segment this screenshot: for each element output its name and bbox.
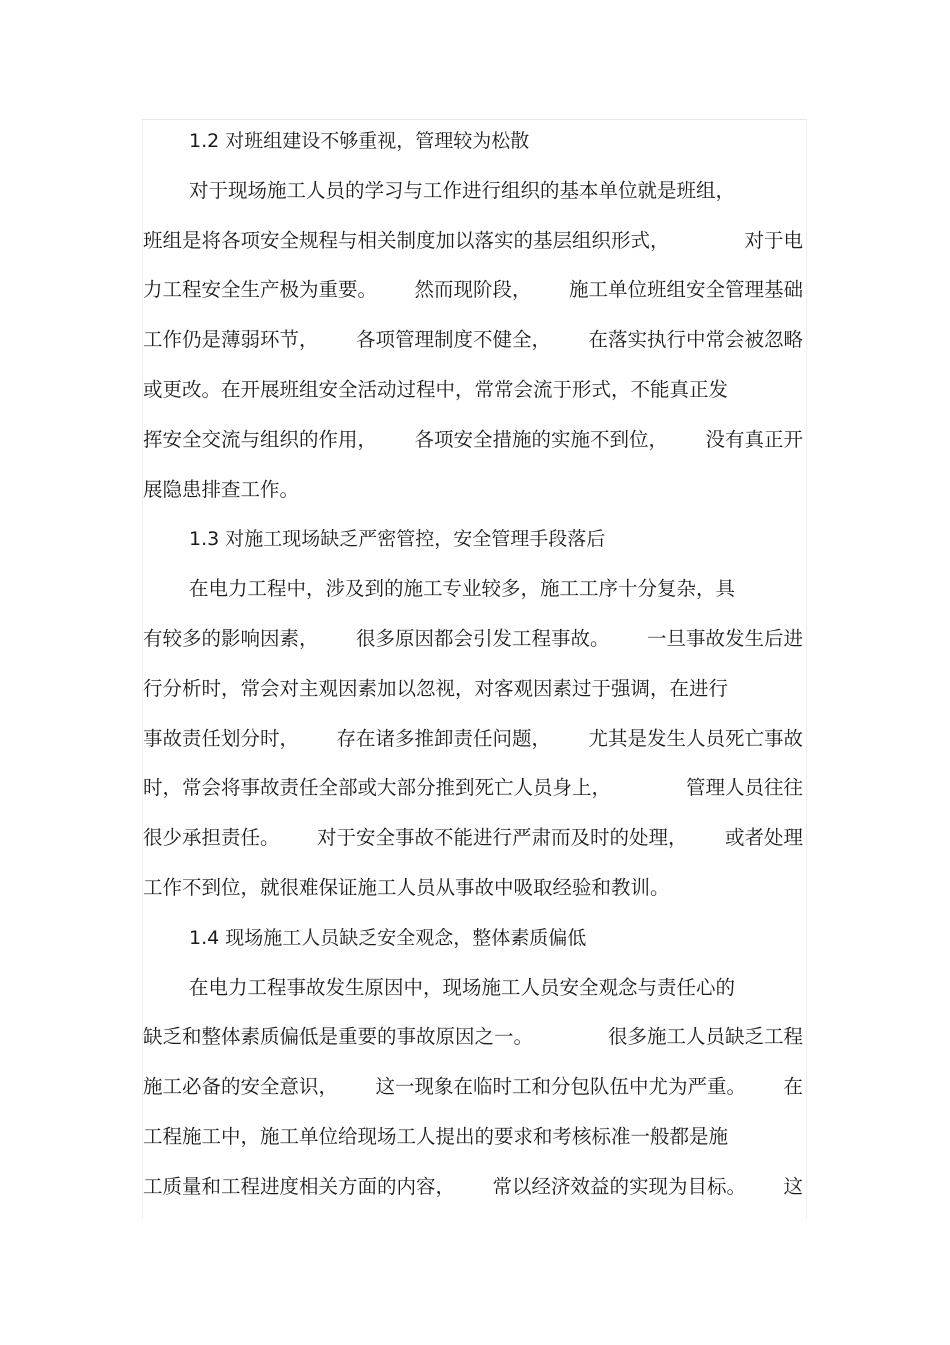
section-heading: 1.3 对施工现场缺乏严密管控，安全管理手段落后 [189, 528, 606, 551]
text-segment: 挥安全交流与组织的作用， [143, 427, 378, 451]
paragraph-line [143, 726, 803, 752]
paragraph-line [189, 576, 735, 602]
paragraph-line [143, 1024, 803, 1050]
text-segment: 在落实执行中常会被忽略 [588, 328, 803, 352]
paragraph-line [143, 1174, 803, 1200]
text-segment: 有较多的影响因素， [143, 627, 319, 650]
text-segment: 很多原因都会引发工程事故。 [355, 627, 610, 650]
text-segment: 各项管理制度不健全， [355, 328, 551, 352]
text-segment: 工作仍是薄弱环节， [143, 328, 319, 352]
text-segment: 尤其是发生人员死亡事故 [588, 726, 803, 750]
text-segment: 存在诸多推卸责任问题， [336, 726, 551, 750]
paragraph-line [143, 775, 803, 801]
text-segment: 各项安全措施的实施不到位， [414, 427, 668, 451]
text-segment: 或更改。在开展班组安全活动过程中，常常会流于形式，不能真正发 [143, 378, 729, 401]
paragraph-line [189, 178, 735, 204]
paragraph-line [189, 975, 735, 1001]
text-segment: 对于现场施工人员的学习与工作进行组织的基本单位就是班组， [189, 178, 736, 202]
text-segment: 时，常会将事故责任全部或大部分推到死亡人员身上， [143, 776, 612, 800]
text-segment: 工质量和工程进度相关方面的内容， [143, 1174, 456, 1198]
paragraph-line [143, 377, 728, 403]
text-segment: 然而现阶段， [414, 278, 532, 302]
text-segment: 管理人员往往 [685, 776, 803, 800]
text-segment: 这 [783, 1174, 803, 1198]
text-segment: 事故责任划分时， [143, 726, 300, 750]
text-segment: 在电力工程中，涉及到的施工专业较多，施工工序十分复杂，具 [189, 577, 736, 601]
paragraph-line [143, 1074, 803, 1100]
text-segment: 常以经济效益的实现为目标。 [492, 1174, 746, 1198]
text-segment: 施工必备的安全意识， [143, 1075, 339, 1099]
text-segment: 一旦事故发生后进 [646, 627, 803, 650]
text-segment: 工作不到位，就很难保证施工人员从事故中吸取经验和教训。 [143, 876, 670, 899]
text-segment: 对于安全事故不能进行严肃而及时的处理， [316, 826, 688, 850]
text-segment: 在电力工程事故发生原因中， [189, 975, 443, 999]
section-heading: 1.2 对班组建设不够重视，管理较为松散 [189, 130, 530, 152]
paragraph-line [143, 327, 803, 353]
text-segment: 或者处理 [724, 826, 803, 850]
text-segment: 施工单位班组安全管理基础 [568, 278, 803, 302]
paragraph-line [143, 676, 728, 702]
text-segment: 对于电 [744, 228, 803, 252]
paragraph-line [143, 1124, 728, 1150]
paragraph-line [143, 228, 803, 254]
text-segment: 很多施工人员缺乏工程 [607, 1025, 803, 1049]
paragraph-line [143, 277, 803, 303]
paragraph-line [143, 477, 299, 503]
text-segment: 缺乏和整体素质偏低是重要的事故原因之一。 [143, 1025, 534, 1049]
text-segment: 现场施工人员安全观念与责任心的 [442, 975, 736, 999]
text-segment: 没有真正开 [705, 427, 803, 451]
text-segment: 在 [783, 1075, 803, 1099]
paragraph-line [143, 875, 670, 901]
text-segment: 很少承担责任。 [143, 826, 280, 850]
paragraph-line [143, 825, 803, 851]
paragraph-line [143, 626, 803, 652]
text-segment: 力工程安全生产极为重要。 [143, 278, 378, 302]
paragraph-line [143, 427, 803, 453]
text-segment: 展隐患排查工作。 [143, 477, 300, 501]
text-segment: 行分析时，常会对主观因素加以忽视，对客观因素过于强调，在进行 [143, 676, 729, 700]
text-segment: 班组是将各项安全规程与相关制度加以落实的基层组织形式， [143, 228, 670, 252]
text-segment: 工程施工中，施工单位给现场工人提出的要求和考核标准一般都是施 [143, 1125, 729, 1148]
text-segment: 这一现象在临时工和分包队伍中尤为严重。 [375, 1075, 746, 1099]
section-heading: 1.4 现场施工人员缺乏安全观念，整体素质偏低 [189, 926, 587, 949]
